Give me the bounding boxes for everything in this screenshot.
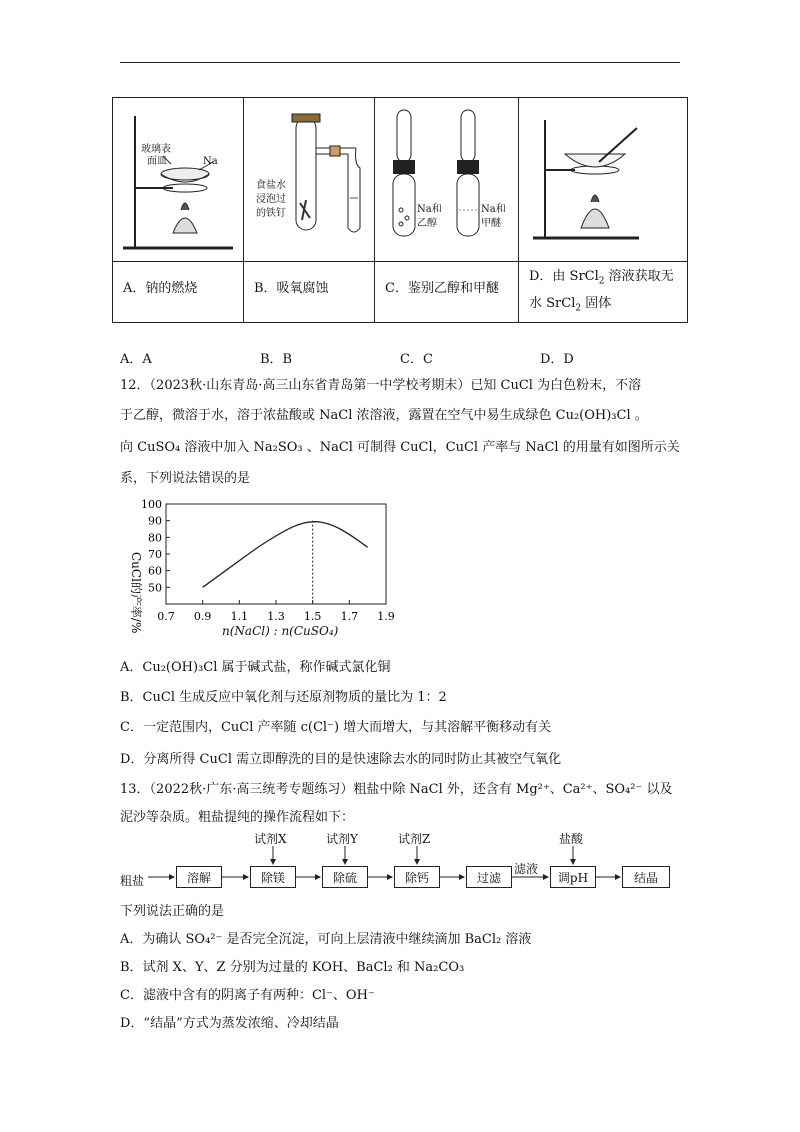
q13-option-c: C．滤液中含有的阴离子有两种：Cl⁻、OH⁻ — [120, 988, 375, 1003]
fig-label: Na和 — [481, 204, 506, 215]
cell-b — [244, 98, 375, 322]
q11-table — [112, 97, 688, 323]
x-tick-label: 1.5 — [303, 610, 322, 623]
flow-step: 除钙 — [394, 866, 440, 888]
q13-line-2: 泥沙等杂质。粗盐提纯的操作流程如下： — [120, 810, 355, 825]
fig-label: 面皿 — [147, 156, 167, 167]
q12-option-b: B．CuCl 生成反应中氧化剂与还原剂物质的量比为 1：2 — [120, 690, 447, 705]
x-axis — [157, 600, 395, 623]
q11-option-d: D．D — [540, 352, 574, 367]
q11-option-c: C．C — [400, 352, 433, 367]
sodium-combustion-figure — [113, 98, 243, 258]
q13-line-1: 13．（2022秋·广东·高三统考专题练习）粗盐中除 NaCl 外，还含有 Mg²⁺、Ca²⁺、SO₄²⁻ 以及 — [120, 782, 673, 797]
q13-option-d: D．“结晶”方式为蒸发浓缩、冷却结晶 — [120, 1016, 339, 1031]
chart-xlabel: n(NaCl) : n(CuSO₄) — [222, 624, 339, 638]
q12-line-2: 于乙醇，微溶于水，溶于浓盐酸或 NaCl 浓溶液，露置在空气中易生成绿色 Cu₂(OH)₃Cl 。 — [120, 408, 648, 423]
flow-reagent: 盐酸 — [559, 832, 584, 846]
q12-option-a: A．Cu₂(OH)₃Cl 属于碱式盐，称作碱式氯化铜 — [120, 660, 391, 675]
x-tick-label: 1.1 — [230, 610, 249, 623]
x-tick-label: 1.3 — [267, 610, 285, 623]
flow-step: 结晶 — [622, 866, 670, 888]
cell-d-label: D．由 SrCl$_2$ 溶液获取无 水 SrCl$_2$ 固体 — [529, 269, 674, 314]
header-rule — [120, 62, 680, 63]
y-tick-label: 80 — [148, 531, 162, 545]
flow-step: 除镁 — [250, 866, 296, 888]
cucl-yield-chart — [118, 494, 408, 644]
flow-reagent: 试剂X — [254, 832, 287, 846]
chart-ylabel: CuCl的产率/% — [129, 552, 143, 634]
q12-option-c: C．一定范围内，CuCl 产率随 c(Cl⁻) 增大而增大，与其溶解平衡移动有关 — [120, 720, 552, 735]
y-tick-label: 70 — [148, 548, 162, 561]
x-tick-label: 1.9 — [377, 610, 395, 623]
q13-option-b: B．试剂 X、Y、Z 分别为过量的 KOH、BaCl₂ 和 Na₂CO₃ — [120, 960, 465, 975]
evaporation-figure — [519, 98, 687, 258]
fig-label: 浸泡过 — [256, 194, 286, 205]
flow-start: 粗盐 — [120, 874, 145, 888]
ethanol-ether-test-figure — [375, 98, 519, 258]
flow-step: 调pH — [550, 866, 596, 888]
chart-series-line — [203, 522, 368, 588]
fig-label: 食盐水 — [256, 180, 286, 191]
y-tick-label: 90 — [148, 514, 162, 528]
q12-line-3: 向 CuSO₄ 溶液中加入 Na₂SO₃ 、NaCl 可制得 CuCl，CuCl 产率与 NaCl 的用量有如图所示关 — [120, 440, 680, 455]
cell-b-label: B．吸氧腐蚀 — [254, 281, 329, 296]
flow-reagent: 试剂Y — [326, 832, 358, 846]
cell-a-label: A．钠的燃烧 — [123, 281, 198, 296]
x-tick-label: 0.9 — [193, 610, 212, 623]
cell-c-label: C．鉴别乙醇和甲醚 — [385, 281, 499, 296]
q12-line-4: 系，下列说法错误的是 — [120, 471, 251, 486]
cell-a — [113, 98, 244, 322]
flow-step: 溶解 — [176, 866, 222, 888]
y-tick-label: 50 — [148, 581, 162, 595]
q13-option-a: A．为确认 SO₄²⁻ 是否完全沉淀，可向上层清液中继续滴加 BaCl₂ 溶液 — [120, 932, 532, 947]
fig-label: 的铁钉 — [256, 208, 286, 219]
x-tick-label: 1.7 — [340, 610, 359, 623]
q12-line-1: 12．（2023秋·山东青岛·高三山东省青岛第一中学校考期末）已知 CuCl 为白色粉末，不溶 — [120, 378, 642, 393]
fig-label: 乙醇 — [417, 218, 437, 229]
x-tick-label: 0.7 — [157, 610, 175, 623]
cell-c — [375, 98, 519, 322]
chart-frame — [166, 504, 386, 604]
flow-step: 除硫 — [322, 866, 368, 888]
fig-label: Na和 — [417, 204, 442, 215]
q11-option-a: A．A — [120, 352, 152, 367]
cell-d — [519, 98, 687, 322]
flow-filtrate-label: 滤液 — [514, 862, 539, 876]
fig-label: Na — [203, 156, 218, 167]
flow-reagent: 试剂Z — [398, 832, 431, 846]
y-tick-label: 60 — [148, 564, 162, 578]
q12-option-d: D．分离所得 CuCl 需立即醇洗的目的是快速除去水的同时防止其被空气氧化 — [120, 752, 562, 767]
y-tick-label: 100 — [141, 498, 162, 511]
q13-stem: 下列说法正确的是 — [120, 904, 225, 919]
fig-label: 玻璃表 — [141, 144, 171, 155]
q11-option-b: B．B — [260, 352, 293, 367]
fig-label: 甲醚 — [481, 218, 501, 229]
flow-step: 过滤 — [466, 866, 512, 888]
